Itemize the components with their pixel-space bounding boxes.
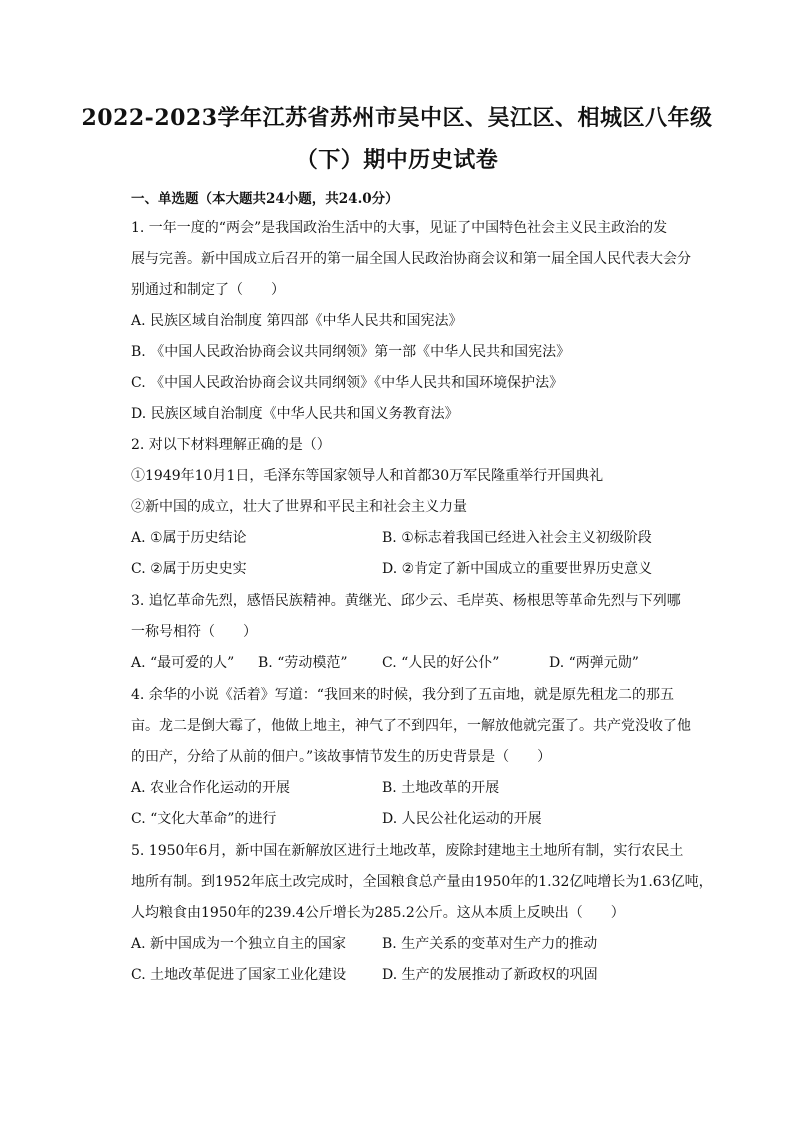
- question-1-stem-line-2: 展与完善。新中国成立后召开的第一届全国人民政治协商会议和第一届全国人民代表大会分: [131, 251, 691, 267]
- question-2-option-b: B. ①标志着我国已经进入社会主义初级阶段: [382, 530, 652, 546]
- question-2-material-2: ②新中国的成立，壮大了世界和平民主和社会主义力量: [131, 499, 467, 515]
- question-4-option-c: C. “文化大革命”的进行: [131, 811, 277, 827]
- question-1-option-b: B. 《中国人民政治协商会议共同纲领》第一部《中华人民共和国宪法》: [131, 344, 571, 360]
- question-4-stem-line-3: 的田产，分给了从前的佃户。”该故事情节发生的历史背景是（ ）: [131, 749, 552, 765]
- exam-title-line-2: （下）期中历史试卷: [295, 147, 499, 173]
- question-4-option-d: D. 人民公社化运动的开展: [382, 811, 542, 827]
- question-5-option-a: A. 新中国成为一个独立自主的国家: [131, 936, 347, 952]
- question-4-option-a: A. 农业合作化运动的开展: [131, 780, 291, 796]
- question-4-stem-line-2: 亩。龙二是倒大霉了，他做上地主，神气了不到四年，一解放他就完蛋了。共产党没收了他: [131, 718, 691, 734]
- question-5-option-d: D. 生产的发展推动了新政权的巩固: [382, 967, 598, 983]
- question-2-option-a: A. ①属于历史结论: [131, 530, 247, 546]
- question-3-option-b: B. “劳动模范”: [258, 655, 348, 671]
- question-3-option-c: C. “人民的好公仆”: [382, 655, 500, 671]
- exam-title-line-1: 2022-2023学年江苏省苏州市吴中区、吴江区、相城区八年级: [81, 105, 713, 131]
- question-3-stem-line-2: 一称号相符（ ）: [131, 624, 257, 640]
- question-4-stem-line-1: 4. 余华的小说《活着》写道：“我回来的时候，我分到了五亩地，就是原先租龙二的那五: [131, 687, 674, 703]
- question-2-stem-line-1: 2. 对以下材料理解正确的是（）: [131, 437, 331, 453]
- question-3-option-d: D. “两弹元勋”: [549, 655, 639, 671]
- question-2-option-c: C. ②属于历史史实: [131, 561, 247, 577]
- section-header: 一、单选题（本大题共24小题，共24.0分）: [131, 191, 399, 207]
- question-1-option-d: D. 民族区域自治制度《中华人民共和国义务教育法》: [131, 406, 459, 422]
- question-5-stem-line-1: 5. 1950年6月，新中国在新解放区进行土地改革，废除封建地主土地所有制，实行农民土: [131, 843, 684, 859]
- question-2-material-1: ①1949年10月1日，毛泽东等国家领导人和首都30万军民隆重举行开国典礼: [131, 468, 604, 484]
- question-3-stem-line-1: 3. 追忆革命先烈，感悟民族精神。黄继光、邱少云、毛岸英、杨根思等革命先烈与下列哪: [131, 593, 681, 609]
- question-1-stem-line-3: 别通过和制定了（ ）: [131, 282, 285, 298]
- question-3-option-a: A. “最可爱的人”: [131, 655, 235, 671]
- question-1-option-a: A. 民族区域自治制度 第四部《中华人民共和国宪法》: [131, 313, 463, 329]
- question-1-option-c: C. 《中国人民政治协商会议共同纲领》《中华人民共和国环境保护法》: [131, 375, 564, 391]
- question-1-stem-line-1: 1. 一年一度的“两会”是我国政治生活中的大事，见证了中国特色社会主义民主政治的发: [131, 220, 668, 236]
- question-5-option-b: B. 生产关系的变革对生产力的推动: [382, 936, 598, 952]
- question-5-option-c: C. 土地改革促进了国家工业化建设: [131, 967, 347, 983]
- question-5-stem-line-3: 人均粮食由1950年的239.4公斤增长为285.2公斤。这从本质上反映出（ ）: [131, 905, 625, 921]
- question-4-option-b: B. 土地改革的开展: [382, 780, 500, 796]
- question-5-stem-line-2: 地所有制。到1952年底土改完成时，全国粮食总产量由1950年的1.32亿吨增长为1.63亿吨，: [131, 874, 713, 890]
- question-2-option-d: D. ②肯定了新中国成立的重要世界历史意义: [382, 561, 653, 577]
